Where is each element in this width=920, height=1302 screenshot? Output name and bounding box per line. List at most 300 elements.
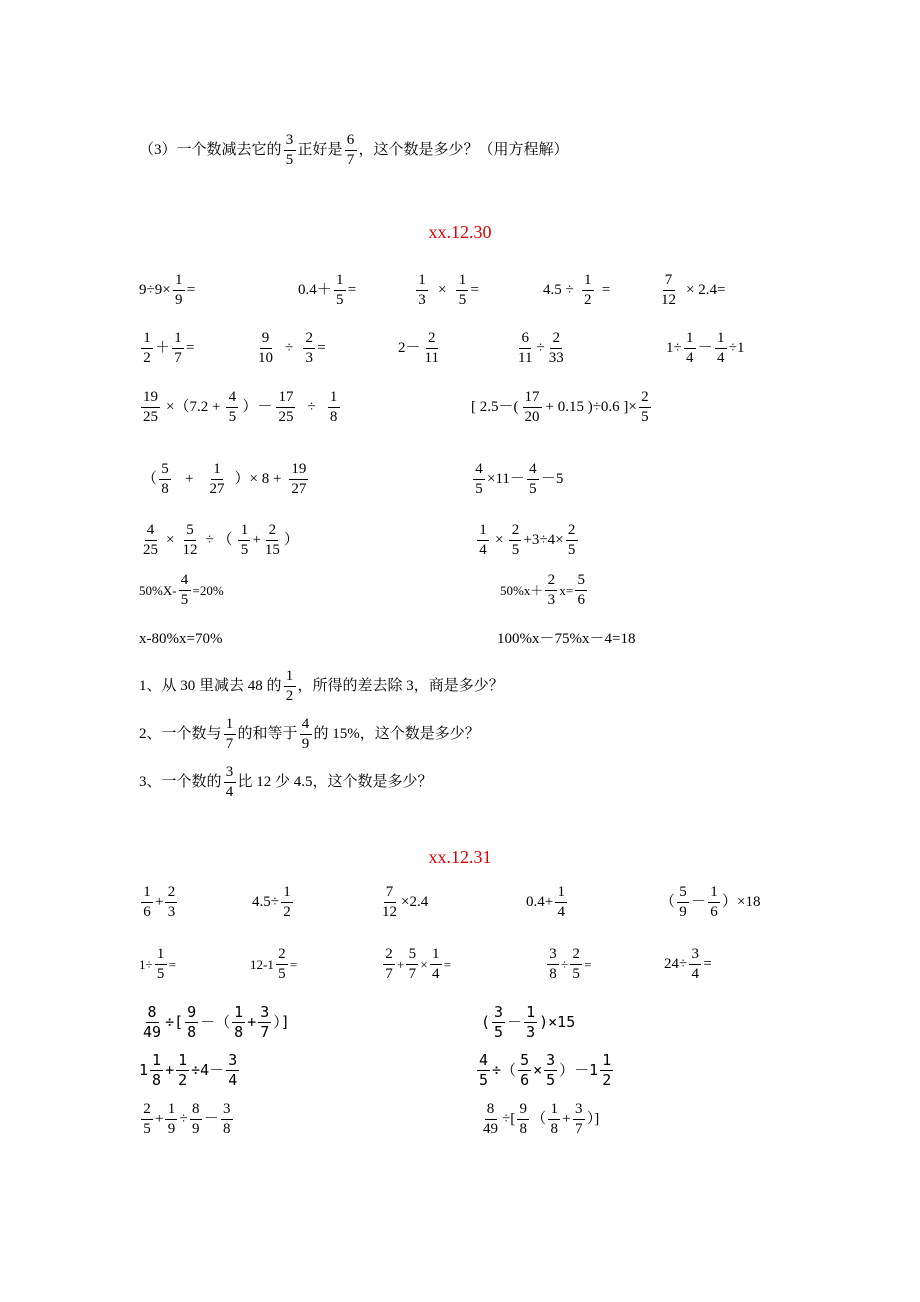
expression-text: ）] bbox=[586, 1111, 600, 1128]
fraction-denominator: 4 bbox=[691, 966, 699, 983]
fraction-numerator: 1 bbox=[141, 884, 153, 903]
expression-text: ÷（ bbox=[492, 1061, 517, 1080]
fraction-numerator: 5 bbox=[184, 522, 196, 541]
fraction-numerator: 1 bbox=[548, 1101, 560, 1120]
s2-row-2-3 bbox=[381, 946, 451, 984]
fraction bbox=[159, 461, 171, 499]
fraction bbox=[570, 946, 582, 984]
expression-text: 的 15%，这个数是多少？ bbox=[313, 726, 480, 743]
expr-row-5-1 bbox=[139, 522, 299, 560]
fraction bbox=[547, 946, 559, 984]
expression-text: ÷4－ bbox=[191, 1061, 225, 1080]
fraction-numerator: 1 bbox=[477, 522, 489, 541]
expression-text: ，所得的差去除 3，商是多少？ bbox=[297, 678, 504, 695]
fraction-numerator: 6 bbox=[345, 132, 357, 151]
fraction bbox=[226, 1052, 239, 1090]
fraction bbox=[477, 1052, 490, 1090]
expression-text: ×（7.2 + bbox=[166, 399, 221, 416]
s2-row-3-1 bbox=[139, 1004, 290, 1042]
fraction-denominator: 8 bbox=[549, 966, 557, 983]
fraction-denominator: 3 bbox=[547, 592, 556, 609]
fraction-numerator: 8 bbox=[485, 1101, 497, 1120]
fraction-denominator: 4 bbox=[717, 350, 725, 367]
fraction-numerator: 3 bbox=[258, 1004, 271, 1023]
s2-row-2-5 bbox=[664, 946, 712, 984]
fraction-numerator: 2 bbox=[303, 330, 315, 349]
s2-row-1-3 bbox=[378, 884, 428, 922]
expression-text: 2、一个数与 bbox=[139, 726, 222, 743]
expr-row-2-1 bbox=[139, 330, 194, 368]
s2-row-1-5 bbox=[660, 884, 761, 922]
fraction-denominator: 5 bbox=[479, 1071, 489, 1090]
question-3-text-b: 正好是 bbox=[297, 142, 343, 159]
fraction bbox=[677, 884, 689, 922]
fraction-denominator: 5 bbox=[156, 966, 165, 983]
fraction bbox=[224, 764, 236, 802]
expression-text: ÷ （ bbox=[205, 532, 233, 549]
fraction bbox=[172, 330, 184, 368]
expression-text: 100%x－75%x－4=18 bbox=[497, 631, 636, 647]
fraction-numerator: 3 bbox=[221, 1101, 233, 1120]
expression-text: ） bbox=[283, 532, 299, 549]
fraction-numerator: 1 bbox=[430, 946, 442, 965]
fraction-denominator: 7 bbox=[408, 966, 417, 983]
fraction-denominator: 8 bbox=[187, 1023, 197, 1042]
question-3-text-a: （3）一个数减去它的 bbox=[139, 142, 282, 159]
fraction-denominator: 8 bbox=[161, 481, 169, 498]
fraction bbox=[176, 1052, 189, 1090]
fraction-denominator: 5 bbox=[546, 1071, 556, 1090]
expression-text: （ bbox=[142, 471, 158, 488]
fraction-numerator: 8 bbox=[190, 1101, 202, 1120]
expression-text: － bbox=[691, 894, 707, 911]
fraction-numerator: 19 bbox=[141, 389, 160, 408]
fraction-denominator: 5 bbox=[240, 542, 249, 559]
fraction-numerator: 1 bbox=[684, 330, 696, 349]
fraction-numerator: 3 bbox=[284, 132, 296, 151]
expression-text: 12-1 bbox=[250, 957, 274, 973]
fraction-numerator: 1 bbox=[456, 272, 468, 291]
fraction-numerator: 2 bbox=[141, 1101, 153, 1120]
fraction-denominator: 7 bbox=[346, 152, 355, 169]
fraction-denominator: 12 bbox=[661, 292, 676, 309]
expression-text: ×11－ bbox=[487, 471, 525, 488]
s2-row-5-2 bbox=[479, 1101, 599, 1139]
fraction-denominator: 3 bbox=[418, 292, 426, 309]
fraction-numerator: 9 bbox=[185, 1004, 198, 1023]
expression-text: － bbox=[697, 340, 713, 357]
fraction bbox=[190, 1101, 202, 1139]
fraction-numerator: 1 bbox=[416, 272, 428, 291]
expression-text: = bbox=[584, 957, 592, 973]
fraction-denominator: 5 bbox=[180, 592, 189, 609]
expression-text: 0.4+ bbox=[526, 894, 554, 911]
fraction bbox=[141, 330, 153, 368]
s2-row-1-4 bbox=[526, 884, 569, 922]
expression-text: ÷ bbox=[307, 399, 316, 416]
fraction bbox=[380, 884, 399, 922]
fraction-denominator: 9 bbox=[679, 904, 687, 921]
section-heading-2: xx.12.31 bbox=[428, 847, 492, 867]
fraction-numerator: 1 bbox=[715, 330, 727, 349]
fraction bbox=[477, 522, 489, 560]
fraction-numerator: 4 bbox=[527, 461, 539, 480]
fraction-numerator: 4 bbox=[145, 522, 157, 541]
expr-row-7-1 bbox=[139, 632, 222, 647]
expression-text: 9÷9× bbox=[139, 282, 171, 299]
fraction bbox=[575, 572, 587, 610]
fraction-numerator: 1 bbox=[708, 884, 720, 903]
fraction bbox=[185, 1004, 198, 1042]
fraction bbox=[545, 572, 557, 610]
expression-text: × bbox=[420, 957, 428, 973]
fraction-numerator: 2 bbox=[639, 389, 651, 408]
fraction-denominator: 4 bbox=[479, 542, 487, 559]
fraction bbox=[509, 522, 521, 560]
fraction-numerator: 17 bbox=[523, 389, 542, 408]
fraction-numerator: 3 bbox=[492, 1004, 505, 1023]
fraction bbox=[284, 668, 296, 706]
expression-text: = bbox=[347, 282, 357, 299]
fraction-denominator: 6 bbox=[710, 904, 718, 921]
expression-text: +3÷4× bbox=[523, 532, 564, 549]
fraction bbox=[517, 1101, 529, 1139]
fraction-denominator: 7 bbox=[574, 1121, 583, 1138]
fraction-denominator: 11 bbox=[424, 350, 439, 367]
fraction bbox=[659, 272, 678, 310]
fraction-numerator: 3 bbox=[573, 1101, 585, 1120]
s2-row-5-1 bbox=[139, 1101, 235, 1139]
expression-text: x-80%x=70% bbox=[139, 631, 223, 647]
fraction-numerator: 1 bbox=[582, 272, 594, 291]
expression-text: × bbox=[166, 532, 175, 549]
expr-row-6-2 bbox=[500, 572, 589, 610]
fraction-denominator: 7 bbox=[385, 966, 393, 983]
fraction-numerator: 1 bbox=[211, 461, 223, 480]
expression-text: ）× 8 + bbox=[234, 471, 282, 488]
fraction-denominator: 25 bbox=[278, 409, 294, 426]
fraction-denominator: 8 bbox=[550, 1121, 558, 1138]
fraction-numerator: 2 bbox=[545, 572, 557, 591]
fraction-denominator: 2 bbox=[143, 350, 151, 367]
fraction-numerator: 9 bbox=[517, 1101, 529, 1120]
fraction bbox=[224, 716, 236, 754]
expression-text: 2－ bbox=[398, 340, 421, 357]
expr-row-4-2 bbox=[471, 461, 563, 499]
fraction-numerator: 1 bbox=[232, 1004, 245, 1023]
expression-text: ÷ bbox=[179, 1111, 188, 1128]
fraction-denominator: 20 bbox=[524, 409, 540, 426]
fraction bbox=[684, 330, 696, 368]
fraction bbox=[180, 522, 199, 560]
fraction bbox=[141, 522, 160, 560]
fraction-denominator: 6 bbox=[577, 592, 585, 609]
expression-text: = bbox=[470, 282, 479, 299]
fraction-denominator: 5 bbox=[567, 542, 576, 559]
fraction bbox=[150, 1052, 163, 1090]
fraction-numerator: 1 bbox=[172, 330, 184, 349]
fraction bbox=[566, 522, 578, 560]
fraction bbox=[383, 946, 395, 984]
expression-text: + bbox=[155, 1111, 164, 1128]
fraction-numerator: 17 bbox=[276, 389, 295, 408]
s2-row-4-2 bbox=[475, 1052, 615, 1090]
fraction bbox=[141, 389, 160, 427]
fraction bbox=[155, 946, 167, 984]
fraction bbox=[708, 884, 720, 922]
fraction bbox=[406, 946, 418, 984]
expression-text: 的和等于 bbox=[237, 726, 298, 743]
question-3 bbox=[139, 132, 569, 170]
expression-text: × bbox=[495, 532, 504, 549]
fraction bbox=[456, 272, 468, 310]
expression-text: ）－ bbox=[242, 399, 273, 416]
fraction bbox=[179, 572, 191, 610]
fraction bbox=[141, 1004, 163, 1042]
fraction-denominator: 3 bbox=[526, 1023, 536, 1042]
fraction-denominator: 9 bbox=[301, 736, 310, 753]
fraction-denominator: 3 bbox=[167, 904, 176, 921]
expr-row-2-4 bbox=[514, 330, 568, 368]
expression-text: )×15 bbox=[539, 1013, 576, 1032]
fraction bbox=[416, 272, 428, 310]
expression-text: ）－1 bbox=[559, 1061, 599, 1080]
expression-text: 50%X- bbox=[139, 583, 177, 599]
fraction-numerator: 5 bbox=[575, 572, 587, 591]
fraction bbox=[276, 946, 288, 984]
expression-text: －5 bbox=[540, 471, 564, 488]
fraction-denominator: 6 bbox=[143, 904, 151, 921]
expression-text: ）] bbox=[273, 1013, 290, 1032]
fraction-denominator: 9 bbox=[174, 292, 183, 309]
expression-text: = bbox=[601, 282, 611, 299]
fraction bbox=[221, 1101, 233, 1139]
expression-text: ）×18 bbox=[722, 894, 761, 911]
fraction bbox=[516, 330, 534, 368]
fraction-denominator: 27 bbox=[209, 481, 225, 498]
expression-text: × bbox=[438, 282, 447, 299]
s2-row-1-2 bbox=[252, 884, 295, 922]
fraction-denominator: 8 bbox=[234, 1023, 244, 1042]
fraction-numerator: 1 bbox=[238, 522, 250, 541]
fraction bbox=[334, 272, 346, 310]
fraction-denominator: 4 bbox=[557, 904, 565, 921]
expr-row-2-2 bbox=[254, 330, 326, 368]
expression-text: （ bbox=[660, 894, 676, 911]
question-3-text-c: ，这个数是多少？（用方程解） bbox=[358, 142, 569, 159]
fraction-denominator: 3 bbox=[305, 350, 313, 367]
expr-row-1-5 bbox=[657, 272, 725, 310]
expression-text: + bbox=[397, 957, 405, 973]
expression-text: （ bbox=[531, 1111, 547, 1128]
fraction-denominator: 6 bbox=[520, 1071, 530, 1090]
fraction-denominator: 5 bbox=[641, 409, 649, 426]
expression-text: 4.5÷ bbox=[252, 894, 279, 911]
fraction bbox=[544, 1052, 557, 1090]
expr-row-5-2 bbox=[475, 522, 580, 560]
expression-text: 4.5 ÷ bbox=[543, 282, 574, 299]
fraction-numerator: 2 bbox=[266, 522, 278, 541]
fraction-numerator: 2 bbox=[276, 946, 288, 965]
expression-text: ÷ bbox=[561, 957, 569, 973]
fraction-numerator: 1 bbox=[155, 946, 167, 965]
fraction bbox=[547, 330, 566, 368]
fraction bbox=[232, 1004, 245, 1042]
fraction-denominator: 12 bbox=[382, 904, 397, 921]
fraction-numerator: 5 bbox=[406, 946, 418, 965]
fraction bbox=[281, 884, 293, 922]
expression-text: 1÷ bbox=[666, 340, 682, 357]
fraction-numerator: 5 bbox=[518, 1052, 531, 1071]
expression-text: 0.4＋ bbox=[298, 282, 332, 299]
expression-text: = bbox=[186, 282, 196, 299]
fraction bbox=[430, 946, 442, 984]
fraction-numerator: 1 bbox=[165, 1101, 177, 1120]
expression-text: + bbox=[155, 894, 164, 911]
fraction-numerator: 1 bbox=[555, 884, 567, 903]
expression-text: 1 bbox=[139, 1061, 149, 1080]
fraction-numerator: 1 bbox=[284, 668, 296, 687]
expression-text: ÷[ bbox=[502, 1111, 516, 1128]
fraction-numerator: 1 bbox=[150, 1052, 163, 1071]
fraction-denominator: 8 bbox=[519, 1121, 527, 1138]
fraction bbox=[518, 1052, 531, 1090]
fraction-numerator: 1 bbox=[224, 716, 236, 735]
fraction bbox=[639, 389, 651, 427]
fraction-denominator: 2 bbox=[583, 292, 592, 309]
expression-text: =20% bbox=[192, 583, 224, 599]
fraction bbox=[300, 716, 312, 754]
s2-row-1-1 bbox=[139, 884, 179, 922]
expression-text: －（ bbox=[200, 1013, 231, 1032]
fraction-denominator: 9 bbox=[191, 1121, 200, 1138]
fraction bbox=[226, 389, 238, 427]
expression-text: + bbox=[185, 471, 194, 488]
fraction-numerator: 3 bbox=[689, 946, 701, 965]
fraction bbox=[303, 330, 315, 368]
fraction bbox=[715, 330, 727, 368]
section-heading-1: xx.12.30 bbox=[428, 222, 492, 242]
fraction-denominator: 8 bbox=[329, 409, 338, 426]
expression-text: + bbox=[252, 532, 261, 549]
fraction-denominator: 5 bbox=[529, 481, 537, 498]
fraction bbox=[263, 522, 282, 560]
fraction bbox=[289, 461, 308, 499]
fraction-denominator: 4 bbox=[431, 966, 440, 983]
fraction-denominator: 5 bbox=[285, 152, 294, 169]
fraction-denominator: 25 bbox=[143, 409, 158, 426]
fraction bbox=[548, 1101, 560, 1139]
expression-text: [ 2.5－( bbox=[471, 399, 519, 416]
expression-text: 3、一个数的 bbox=[139, 774, 222, 791]
expr-row-6-1 bbox=[139, 572, 224, 610]
fraction-numerator: 9 bbox=[260, 330, 272, 349]
expr-row-1-4 bbox=[543, 272, 610, 310]
fraction-denominator: 11 bbox=[518, 350, 533, 367]
expr-row-4-1 bbox=[142, 461, 310, 499]
fraction bbox=[524, 1004, 537, 1042]
fraction-numerator: 6 bbox=[519, 330, 531, 349]
fraction-numerator: 2 bbox=[165, 884, 177, 903]
fraction-numerator: 2 bbox=[550, 330, 562, 349]
fraction-denominator: 4 bbox=[225, 784, 234, 801]
fraction-numerator: 8 bbox=[146, 1004, 159, 1023]
fraction-denominator: 5 bbox=[228, 409, 237, 426]
fraction-numerator: 3 bbox=[544, 1052, 557, 1071]
expression-text: 1、从 30 里减去 48 的 bbox=[139, 678, 282, 695]
expr-row-7-2 bbox=[497, 632, 635, 647]
fraction-denominator: 5 bbox=[511, 542, 520, 559]
expression-text: = bbox=[703, 956, 712, 973]
fraction-denominator: 10 bbox=[258, 350, 273, 367]
fraction-numerator: 2 bbox=[426, 330, 438, 349]
fraction-denominator: 25 bbox=[143, 542, 158, 559]
expression-text: = bbox=[186, 340, 195, 357]
expression-text: 比 12 少 4.5，这个数是多少？ bbox=[237, 774, 433, 791]
fraction-numerator: 5 bbox=[677, 884, 689, 903]
fraction-denominator: 2 bbox=[285, 688, 294, 705]
fraction-numerator: 1 bbox=[281, 884, 293, 903]
expression-text: ÷ bbox=[285, 340, 294, 357]
fraction bbox=[523, 389, 542, 427]
fraction bbox=[345, 132, 357, 170]
fraction bbox=[276, 389, 295, 427]
fraction-denominator: 5 bbox=[494, 1023, 504, 1042]
fraction-denominator: 8 bbox=[222, 1121, 231, 1138]
expression-text: ( bbox=[481, 1013, 491, 1032]
fraction-denominator: 15 bbox=[264, 542, 280, 559]
fraction-numerator: 2 bbox=[566, 522, 578, 541]
fraction-denominator: 33 bbox=[548, 350, 564, 367]
fraction-denominator: 5 bbox=[278, 966, 286, 983]
expr-row-1-1 bbox=[139, 272, 195, 310]
expression-text: × bbox=[533, 1061, 543, 1080]
fraction-numerator: 1 bbox=[173, 272, 185, 291]
fraction bbox=[284, 132, 296, 170]
expression-text: ÷ bbox=[536, 340, 545, 357]
fraction-denominator: 5 bbox=[336, 292, 344, 309]
fraction-denominator: 5 bbox=[458, 292, 467, 309]
fraction-denominator: 4 bbox=[228, 1071, 238, 1090]
word-problem-1 bbox=[139, 668, 504, 706]
fraction-denominator: 5 bbox=[572, 966, 580, 983]
fraction-denominator: 49 bbox=[143, 1023, 162, 1042]
fraction-numerator: 4 bbox=[300, 716, 312, 735]
fraction-denominator: 5 bbox=[143, 1121, 151, 1138]
fraction bbox=[573, 1101, 585, 1139]
fraction-numerator: 2 bbox=[383, 946, 395, 965]
expr-row-1-3 bbox=[414, 272, 479, 310]
expression-text: ×2.4 bbox=[401, 894, 429, 911]
expression-text: × 2.4= bbox=[686, 282, 726, 299]
fraction-denominator: 5 bbox=[475, 481, 483, 498]
s2-row-2-4 bbox=[545, 946, 591, 984]
fraction bbox=[141, 1101, 153, 1139]
expr-row-2-3 bbox=[398, 330, 443, 368]
expression-text: = bbox=[289, 957, 298, 973]
word-problem-3 bbox=[139, 764, 433, 802]
fraction-denominator: 2 bbox=[178, 1071, 188, 1090]
expr-row-3-1 bbox=[139, 389, 342, 427]
fraction bbox=[165, 884, 177, 922]
expression-text: － bbox=[507, 1013, 523, 1032]
fraction-denominator: 2 bbox=[602, 1071, 612, 1090]
fraction bbox=[258, 1004, 271, 1042]
fraction-denominator: 27 bbox=[291, 481, 307, 498]
expression-text: = bbox=[443, 957, 452, 973]
fraction-denominator: 8 bbox=[152, 1071, 162, 1090]
fraction-numerator: 7 bbox=[384, 884, 396, 903]
